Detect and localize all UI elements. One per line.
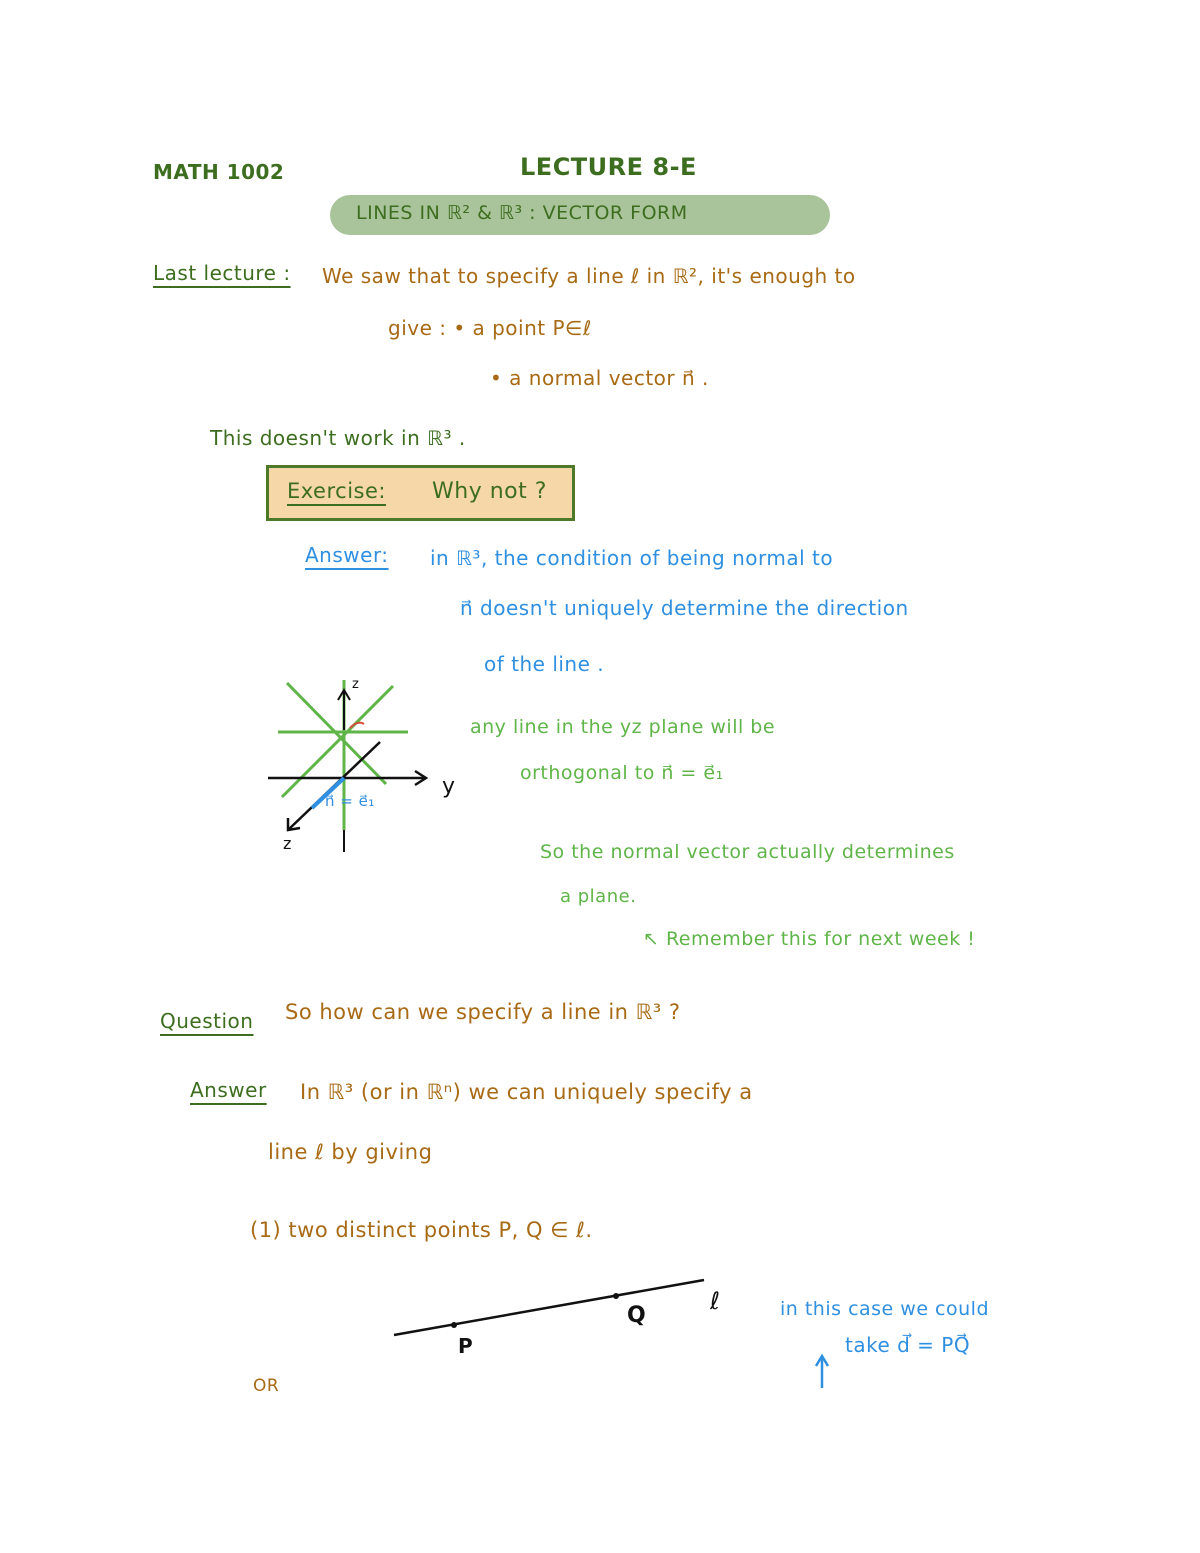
answer-line-1: in ℝ³, the condition of being normal to: [430, 546, 834, 570]
answer2-item-1: (1) two distinct points P, Q ∈ ℓ.: [250, 1218, 593, 1242]
course-code: MATH 1002: [153, 160, 285, 184]
plane-line-2: [282, 686, 393, 797]
last-lecture-line-3: • a normal vector n⃗ .: [490, 366, 709, 390]
plane-note-line-3: ↖ Remember this for next week !: [643, 928, 976, 950]
axis-y-label: y: [442, 774, 456, 799]
exercise-label: Exercise:: [287, 479, 386, 503]
lecture-title: LINES IN ℝ² & ℝ³ : VECTOR FORM: [356, 202, 688, 224]
green-note-line-1: any line in the yz plane will be: [470, 716, 776, 738]
point-p-dot: [451, 1322, 457, 1328]
or-label: OR: [253, 1376, 280, 1396]
answer-line-2: n⃗ doesn't uniquely determine the direction: [460, 596, 909, 620]
exercise-text: Why not ?: [432, 479, 547, 504]
axis-z-label: z: [283, 834, 292, 853]
last-lecture-label: Last lecture :: [153, 261, 291, 285]
last-lecture-line-1: We saw that to specify a line ℓ in ℝ², it's enough to: [322, 264, 856, 288]
green-note-line-2: orthogonal to n⃗ = e⃗₁: [520, 762, 724, 784]
answer2-line-2: line ℓ by giving: [268, 1140, 433, 1164]
question-label: Question: [160, 1009, 254, 1033]
answer2-label: Answer: [190, 1078, 267, 1102]
lecture-number: LECTURE 8-E: [520, 153, 697, 181]
line-diagram: [390, 1275, 720, 1345]
does-not-work-note: This doesn't work in ℝ³ .: [210, 426, 466, 450]
line-l-label: ℓ: [710, 1287, 721, 1315]
plane-note-line-1: So the normal vector actually determines: [540, 841, 955, 863]
normal-vector-label: n⃗ = e⃗₁: [325, 792, 375, 810]
point-q-label: Q: [627, 1303, 647, 1328]
side-note-line-1: in this case we could: [780, 1298, 990, 1320]
question-text: So how can we specify a line in ℝ³ ?: [285, 1000, 681, 1024]
answer2-line-1: In ℝ³ (or in ℝⁿ) we can uniquely specify a: [300, 1080, 753, 1104]
last-lecture-line-2: give : • a point P∈ℓ: [388, 316, 592, 340]
plane-note-line-2: a plane.: [560, 886, 637, 907]
axes-diagram: [260, 670, 460, 860]
point-p-label: P: [458, 1334, 474, 1358]
point-q-dot: [613, 1293, 619, 1299]
line-l: [394, 1280, 704, 1335]
answer-label: Answer:: [305, 543, 389, 567]
side-note-line-2: take d⃗ = PQ⃗: [845, 1333, 971, 1357]
axis-z-top-label: z: [352, 677, 360, 692]
answer-line-3: of the line .: [484, 652, 605, 676]
right-angle-mark: [350, 723, 364, 728]
up-arrow-icon: [812, 1352, 832, 1392]
